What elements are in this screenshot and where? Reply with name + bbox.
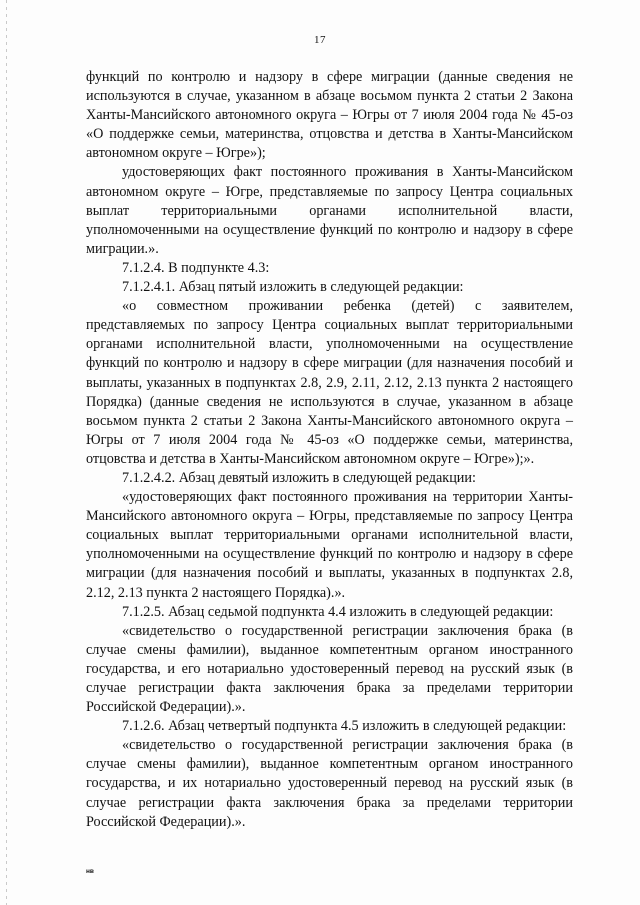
paragraph: удостоверяющих факт постоянного проживания в Ханты-Мансийском автономном округе – Югре, представляемые по запросу Центра социальных выплат территориальными органами исполнительной власти, уполномоченными на осуществление функций по контролю и надзору в сфере миграции.». [86,164,573,257]
page-number: 17 [314,34,326,46]
paragraph: «свидетельство о государственной регистрации заключения брака (в случае смены фамилии), выданное компетентным органом иностранного государства, и его нотариально удостоверенный перевод на русский язык (в случае регистрации факта заключения брака за пределами территории Российской Федерации).». [86,622,573,716]
document-body [86,68,573,832]
paragraph: 7.1.2.4.2. Абзац девятый изложить в следующей редакции: [122,469,476,486]
paragraph: 7.1.2.4. В подпункте 4.3: [122,259,270,276]
paragraph: 7.1.2.6. Абзац четвертый подпункта 4.5 изложить в следующей редакции: [122,718,567,735]
paragraph: 7.1.2.4.1. Абзац пятый изложить в следующей редакции: [122,279,464,296]
paragraph: «о совместном проживании ребенка (детей) с заявителем, представляемых по запросу Центра социальных выплат территориальными органами исполнительной власти, уполномоченными на осуществление функций по контролю и надзору в сфере миграции (для назначения пособий и выплаты, указанных в подпунктах 2.8, 2.9, 2.11, 2.12, 2.13 пункта 2 настоящего Порядка) (данные сведения не используются в случае, указанном в абзаце восьмом пункта 2 статьи 2 Закона Ханты-Мансийского автономного округа – Югры от 7 июля 2004 года № 45-оз «О поддержке семьи, материнства, отцовства и детства в Ханты-Мансийском автономном округе – Югре»);». [86,298,573,467]
scan-edge-line [6,0,7,905]
paragraph: 7.1.2.5. Абзац седьмой подпункта 4.4 изложить в следующей редакции: [122,603,554,620]
paragraph: функций по контролю и надзору в сфере миграции (данные сведения не используются в случае, указанном в абзаце восьмом пункта 2 статьи 2 Закона Ханты-Мансийского автономного округа – Югры от 7 июля 2004 года № 45-оз «О поддержке семьи, материнства, отцовства и детства в Ханты-Мансийском автономном округе – Югре»); [86,69,573,162]
author-initials-mark: нв [86,868,94,875]
paragraph: «удостоверяющих факт постоянного проживания на территории Ханты-Мансийского автономного округа – Югры, представляемые по запросу Центра социальных выплат территориальными органами исполнительной власти, уполномоченными на осуществление функций по контролю и надзору в сфере миграции (для назначения пособий и выплаты, указанных в подпунктах 2.8, 2.12, 2.13 пункта 2 настоящего Порядка).». [86,489,573,601]
paragraph: «свидетельство о государственной регистрации заключения брака (в случае смены фамилии), выданное компетентным органом иностранного государства, и их нотариально удостоверенный перевод на русский язык (в случае регистрации факта заключения брака за пределами территории Российской Федерации).». [86,737,573,830]
